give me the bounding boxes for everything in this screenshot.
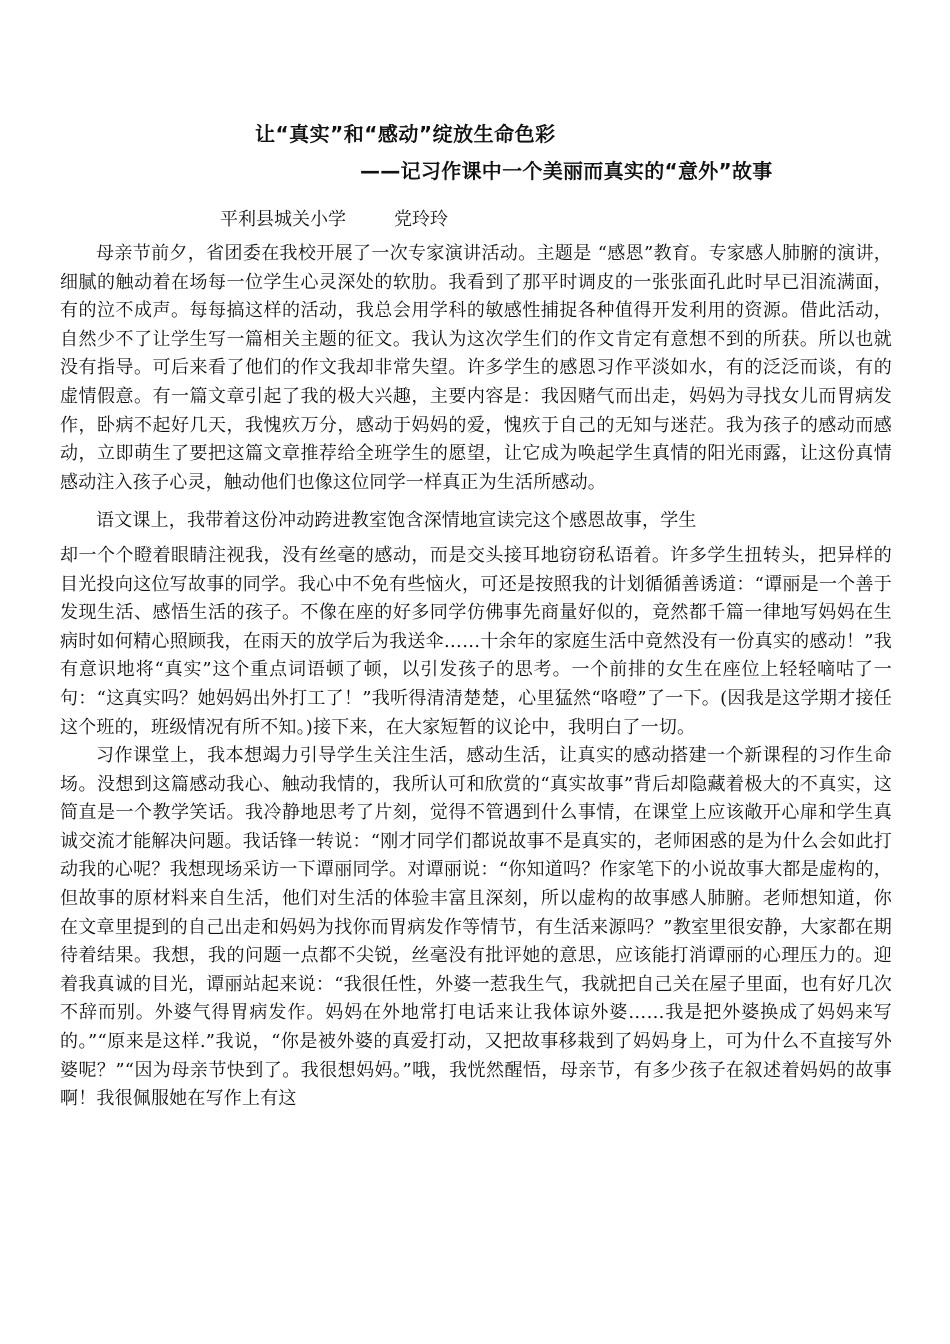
paragraph-1: 母亲节前夕，省团委在我校开展了一次专家演讲活动。主题是 “感恩”教育。专家感人肺腑的演讲，细腻的触动着在场每一位学生心灵深处的软肋。我看到了那平时调皮的一张张面孔此时早已泪流满面，有的泣不成声。每每搞这样的活动，我总会用学科的敏感性捕捉各种值得开发利用的资源。借此活动，自然少不了让学生写一篇相关主题的征文。我认为这次学生们的作文肯定有意想不到的所获。所以也就没有指导。可后来看了他们的作文我却非常失望。许多学生的感恩习作平淡如水，有的泛泛而谈，有的虚情假意。有一篇文章引起了我的极大兴趣，主要内容是：我因赌气而出走，妈妈为寻找女儿而胃病发作，卧病不起好几天，我愧疚万分，感动于妈妈的爱，愧疚于自己的无知与迷茫。我为孩子的感动而感动，立即萌生了要把这篇文章推荐给全班学生的愿望，让它成为唤起学生真情的阳光雨露，让这份真情感动注入孩子心灵，触动他们也像这位同学一样真正为生活所感动。 <box>60 243 892 493</box>
paragraph-3: 习作课堂上，我本想竭力引导学生关注生活，感动生活，让真实的感动搭建一个新课程的习作生命场。没想到这篇感动我心、触动我情的，我所认可和欣赏的“真实故事”背后却隐藏着极大的不真实，这简直是一个教学笑话。我冷静地思考了片刻，觉得不管遇到什么事情，在课堂上应该敞开心扉和学生真诚交流才能解决问题。我话锋一转说：“刚才同学们都说故事不是真实的，老师困惑的是为什么会如此打动我的心呢？我想现场采访一下谭丽同学。对谭丽说：“你知道吗？作家笔下的小说故事大都是虚构的，但故事的原材料来自生活，他们对生活的体验丰富且深刻，所以虚构的故事感人肺腑。老师想知道，你在文章里提到的自己出走和妈妈为找你而胃病发作等情节，有生活来源吗？”教室里很安静，大家都在期待着结果。我想，我的问题一点都不尖锐，丝毫没有批评她的意思，应该能打消谭丽的心理压力的。迎着我真诚的目光，谭丽站起来说：“我很任性，外婆一惹我生气，我就把自己关在屋子里面，也有好几次不辞而别。外婆气得胃病发作。妈妈在外地常打电话来让我体谅外婆……我是把外婆换成了妈妈来写的。”“原来是这样.”我说，“你是被外婆的真爱打动，又把故事移栽到了妈妈身上，可为什么不直接写外婆呢？”“因为母亲节快到了。我很想妈妈。”哦，我恍然醒悟，母亲节，有多少孩子在叙述着妈妈的故事啊！我很佩服她在写作上有这 <box>60 745 892 1110</box>
school-name: 平利县城关小学 <box>220 209 346 230</box>
paragraph-2-continued: 却一个个瞪着眼睛注视我，没有丝毫的感动，而是交头接耳地窃窃私语着。许多学生扭转头，把异样的目光投向这位写故事的同学。我心中不免有些恼火，可还是按照我的计划循循善诱道：“谭丽是一个善于发现生活、感悟生活的孩子。不像在座的好多同学仿佛事先商量好似的，竟然都千篇一律地写妈妈在生病时如何精心照顾我，在雨天的放学后为我送伞……十余年的家庭生活中竟然没有一份真实的感动！”我有意识地将“真实”这个重点词语顿了顿，以引发孩子的思考。一个前排的女生在座位上轻轻嘀咕了一句：“这真实吗？她妈妈出外打工了！”我听得清清楚楚，心里猛然“咯噔”了一下。(因我是这学期才接任这个班的，班级情况有所不知。)接下来，在大家短暂的议论中，我明白了一切。 <box>60 544 892 738</box>
article-title: 让“真实”和“感动”绽放生命色彩 <box>255 122 556 146</box>
author-name: 党玲玲 <box>394 209 448 230</box>
byline <box>220 205 448 235</box>
article-subtitle: ——记习作课中一个美丽而真实的“意外”故事 <box>360 159 773 183</box>
paragraph-2-first-line: 语文课上，我带着这份冲动跨进教室饱含深情地宣读完这个感恩故事，学生 <box>96 510 697 532</box>
article-body <box>60 240 892 1114</box>
paragraph-2 <box>60 507 892 536</box>
